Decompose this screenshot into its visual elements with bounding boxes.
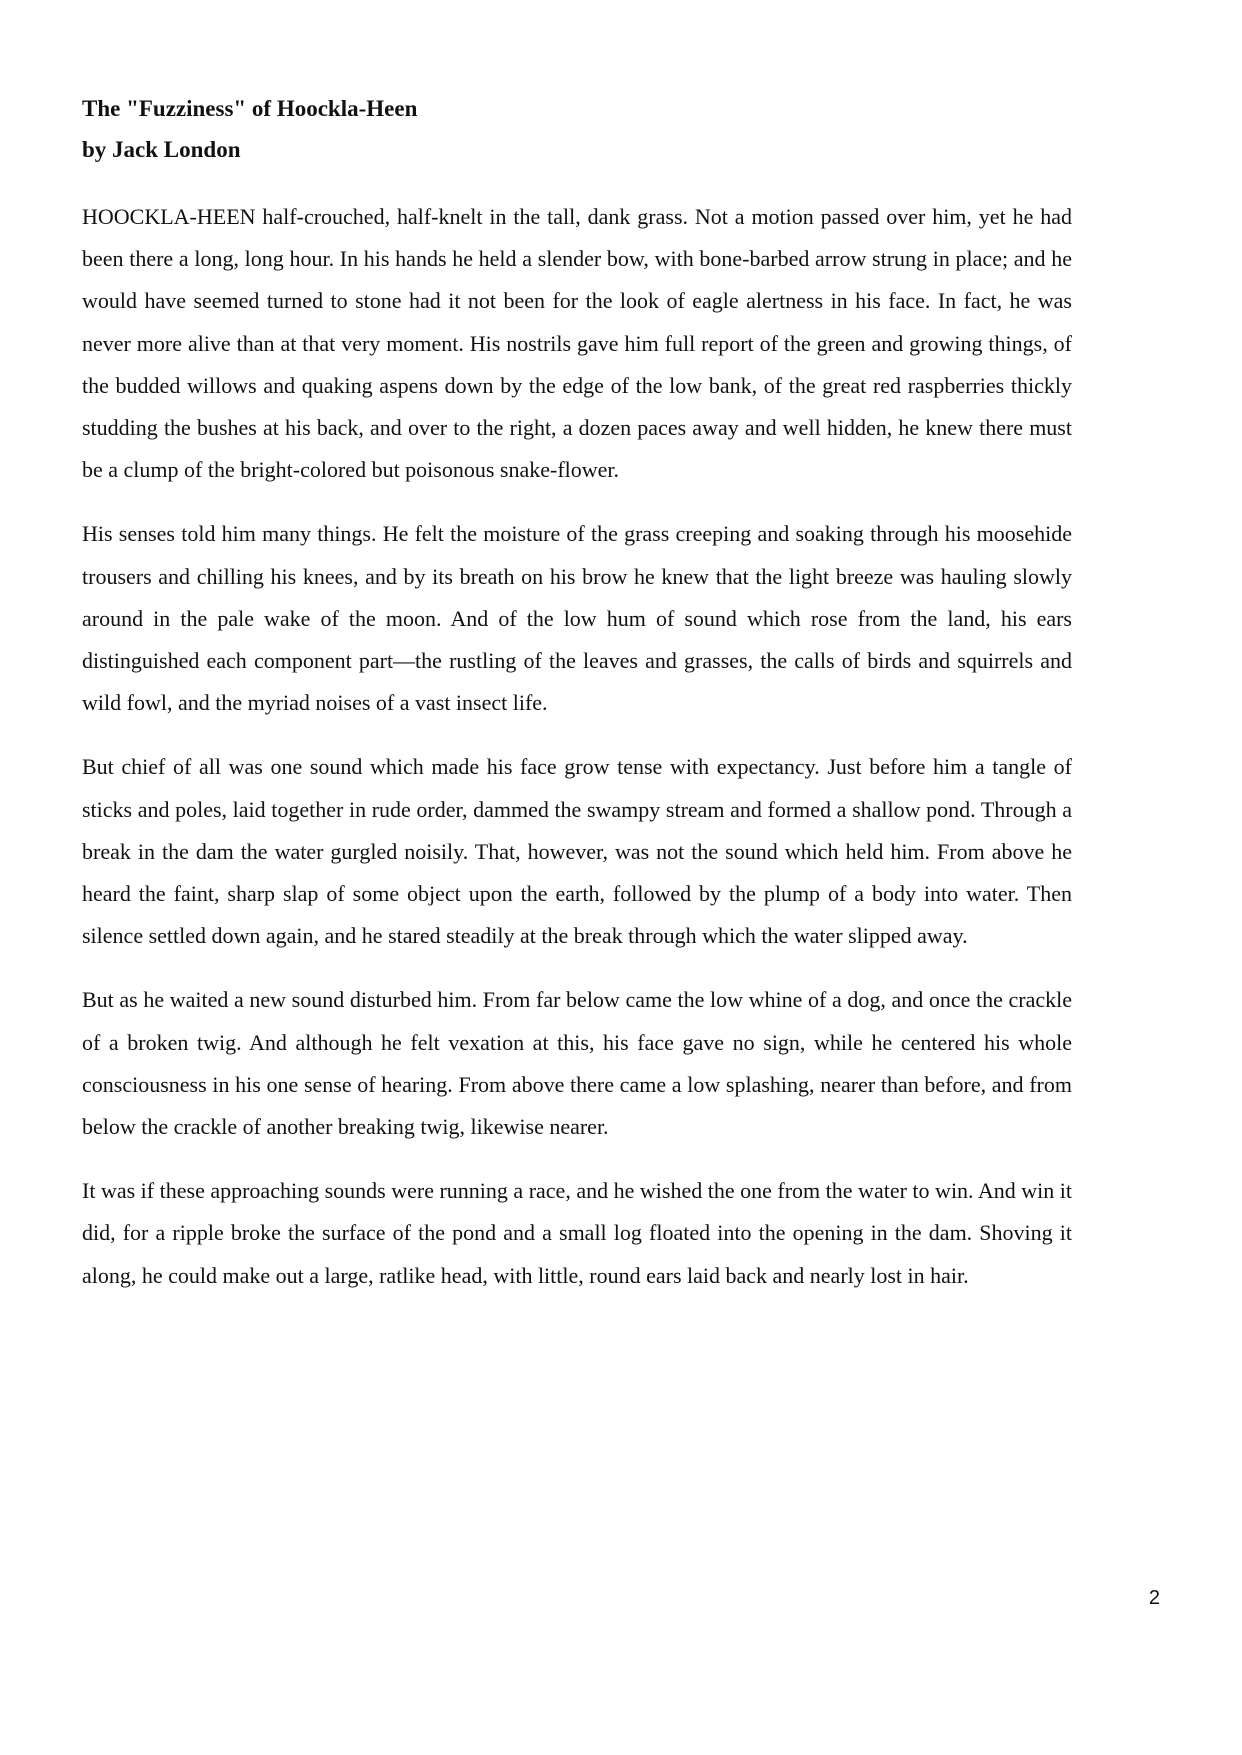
page-content (82, 88, 1072, 1297)
story-byline: by Jack London (82, 137, 241, 162)
paragraph: HOOCKLA-HEEN half-crouched, half-knelt in the tall, dank grass. Not a motion passed over him, yet he had been there a long, long hour. In his hands he held a slender bow, with bone-barbed arrow strung in place; and he would have seemed turned to stone had it not been for the look of eagle alertness in his face. In fact, he was never more alive than at that very moment. His nostrils gave him full report of the green and growing things, of the budded willows and quaking aspens down by the edge of the low bank, of the great red raspberries thickly studding the bushes at his back, and over to the right, a dozen paces away and well hidden, he knew there must be a clump of the bright-colored but poisonous snake-flower. (82, 204, 1072, 483)
paragraph: His senses told him many things. He felt the moisture of the grass creeping and soaking through his moosehide trousers and chilling his knees, and by its breath on his brow he knew that the light breeze was hauling slowly around in the pale wake of the moon. And of the low hum of sound which rose from the land, his ears distinguished each component part—the rustling of the leaves and grasses, the calls of birds and squirrels and wild fowl, and the myriad noises of a vast insect life. (82, 521, 1072, 716)
paragraph: But chief of all was one sound which made his face grow tense with expectancy. Just before him a tangle of sticks and poles, laid together in rude order, dammed the swampy stream and formed a shallow pond. Through a break in the dam the water gurgled noisily. That, however, was not the sound which held him. From above he heard the faint, sharp slap of some object upon the earth, followed by the plump of a body into water. Then silence settled down again, and he stared steadily at the break through which the water slipped away. (82, 754, 1072, 949)
paragraph: But as he waited a new sound disturbed him. From far below came the low whine of a dog, and once the crackle of a broken twig. And although he felt vexation at this, his face gave no sign, while he centered his whole consciousness in his one sense of hearing. From above there came a low splashing, nearer than before, and from below the crackle of another breaking twig, likewise nearer. (82, 987, 1072, 1140)
paragraph: It was if these approaching sounds were running a race, and he wished the one from the water to win. And win it did, for a ripple broke the surface of the pond and a small log floated into the opening in the dam. Shoving it along, he could make out a large, ratlike head, with little, round ears laid back and nearly lost in hair. (82, 1178, 1072, 1288)
page-number: 2 (1148, 1587, 1160, 1609)
story-title: The "Fuzziness" of Hoockla-Heen (82, 96, 418, 121)
